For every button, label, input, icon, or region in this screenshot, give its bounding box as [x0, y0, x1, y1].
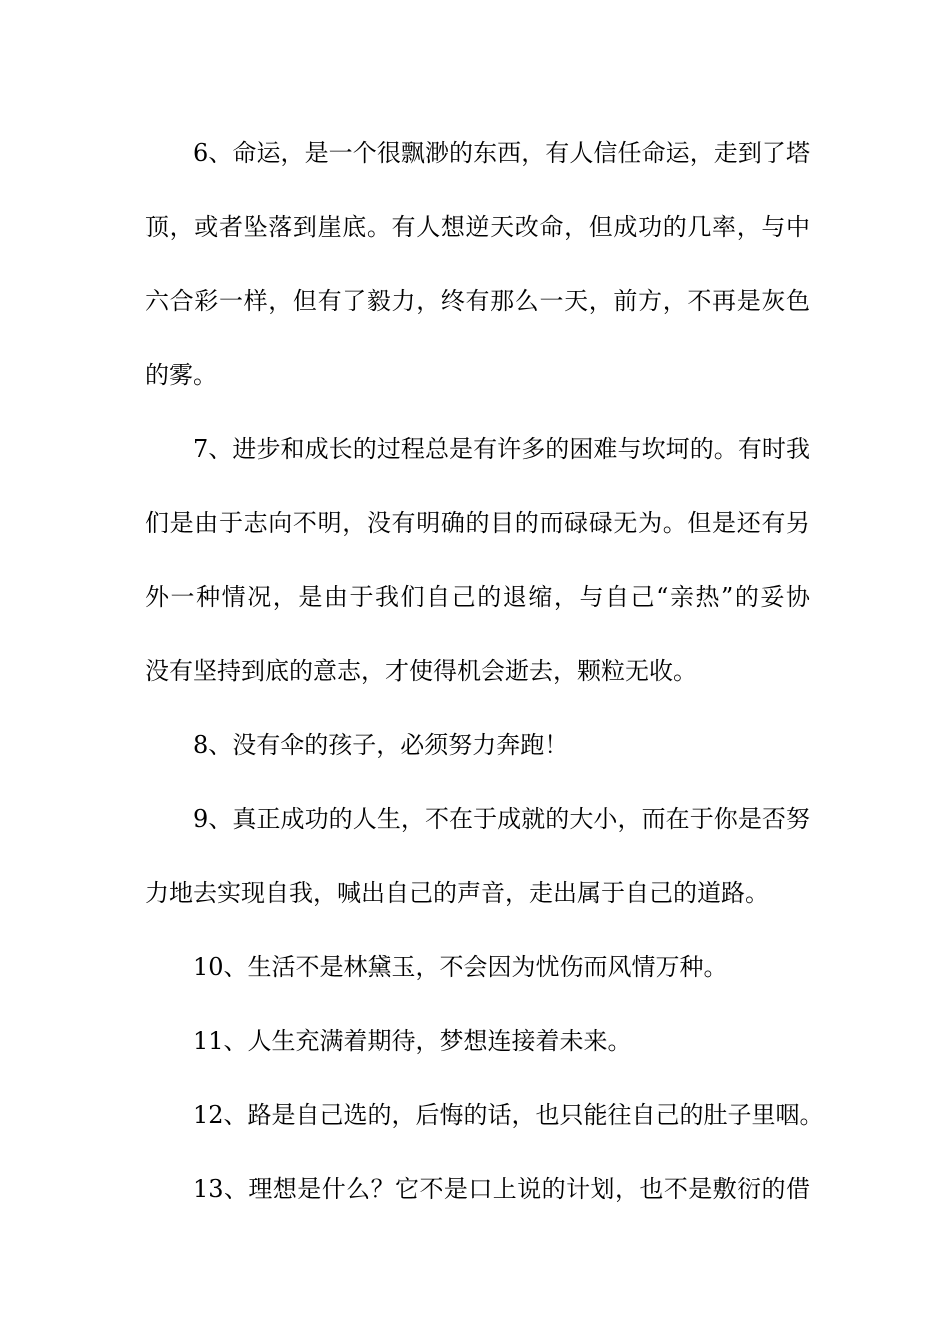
- paragraph-8-line-1: 8、没有伞的孩子，必须努力奔跑！: [193, 731, 569, 759]
- paragraph-9-line-2: 力地去实现自我，喊出自己的声音，走出属于自己的道路。: [145, 879, 769, 907]
- paragraph-7-line-3: 外一种情况，是由于我们自己的退缩，与自己“亲热”的妥协: [145, 583, 810, 611]
- paragraph-10-line-1: 10、生活不是林黛玉，不会因为忧伤而风情万种。: [193, 953, 728, 981]
- paragraph-6-line-1: 6、命运，是一个很飘渺的东西，有人信任命运，走到了塔: [193, 139, 810, 167]
- paragraph-9-line-1: 9、真正成功的人生，不在于成就的大小，而在于你是否努: [193, 805, 810, 833]
- paragraph-7-line-4: 没有坚持到底的意志，才使得机会逝去，颗粒无收。: [145, 657, 697, 685]
- paragraph-6-line-4: 的雾。: [145, 361, 217, 389]
- paragraph-7-line-1: 7、进步和成长的过程总是有许多的困难与坎坷的。有时我: [193, 435, 810, 463]
- paragraph-11-line-1: 11、人生充满着期待，梦想连接着未来。: [193, 1027, 632, 1055]
- paragraph-6-line-2: 顶，或者坠落到崖底。有人想逆天改命，但成功的几率，与中: [145, 213, 810, 241]
- paragraph-13-line-1: 13、理想是什么？它不是口上说的计划，也不是敷衍的借: [193, 1175, 810, 1203]
- paragraph-6-line-3: 六合彩一样，但有了毅力，终有那么一天，前方，不再是灰色: [145, 287, 810, 315]
- paragraph-7-line-2: 们是由于志向不明，没有明确的目的而碌碌无为。但是还有另: [145, 509, 810, 537]
- paragraph-12-line-1: 12、路是自己选的，后悔的话，也只能往自己的肚子里咽。: [193, 1101, 824, 1129]
